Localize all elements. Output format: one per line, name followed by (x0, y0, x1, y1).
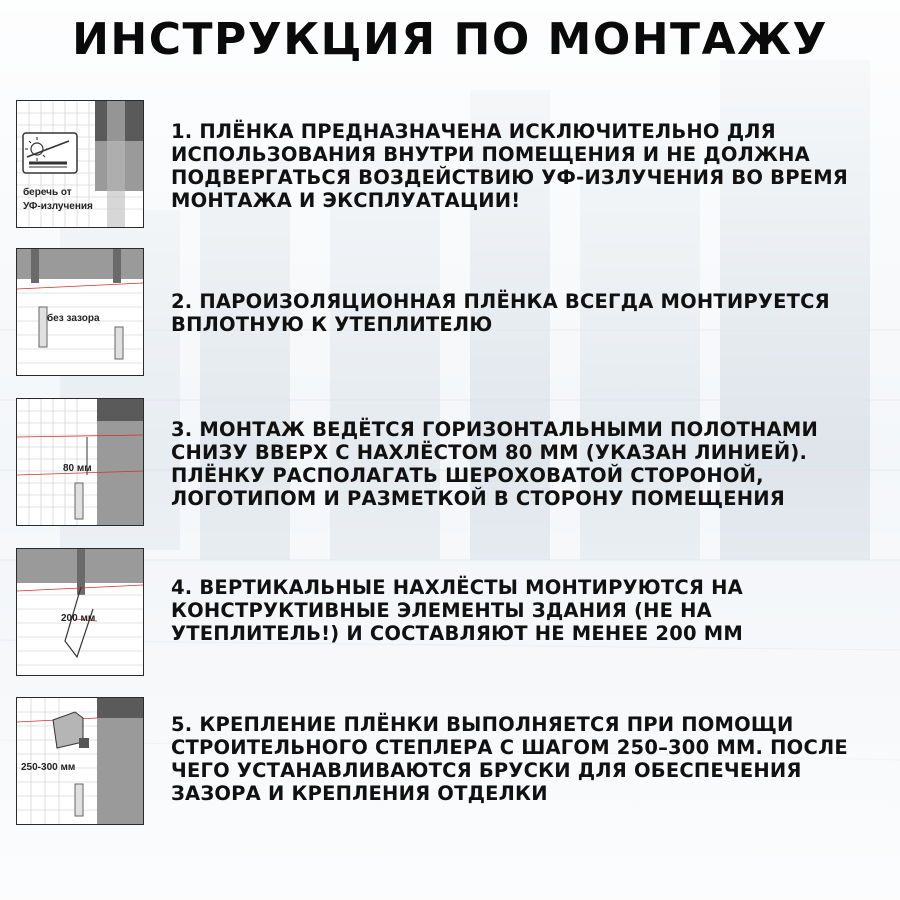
uv-protection-icon (16, 100, 144, 228)
step-text: 5. КРЕПЛЕНИЕ ПЛЁНКИ ВЫПОЛНЯЕТСЯ ПРИ ПОМОЩИ СТРОИТЕЛЬНОГО СТЕПЛЕРА С ШАГОМ 250–300 ММ. ПОСЛЕ ЧЕГО УСТАНАВЛИВАЮТСЯ БРУСКИ ДЛЯ ОБЕСПЕЧЕНИЯ ЗАЗОРА И КРЕПЛЕНИЯ ОТДЕЛКИ (171, 713, 848, 805)
thumb-label: 250-300 мм (21, 762, 76, 773)
stapler-diagram-icon (16, 697, 144, 825)
thumb-label: 200 мм (61, 613, 96, 624)
thumb-label: УФ-излучения (23, 201, 93, 212)
thumb-label: без зазора (47, 313, 100, 324)
step-text: 3. МОНТАЖ ВЕДЁТСЯ ГОРИЗОНТАЛЬНЫМИ ПОЛОТНАМИ СНИЗУ ВВЕРХ С НАХЛЁСТОМ 80 ММ (УКАЗАН ЛИНИЕЙ). ПЛЁНКУ РАСПОЛАГАТЬ ШЕРОХОВАТОЙ СТОРОНОЙ, ЛОГОТИПОМ И РАЗМЕТКОЙ В СТОРОНУ ПОМЕЩЕНИЯ (171, 418, 818, 510)
overlap-200mm-diagram-icon (16, 548, 144, 676)
thumb-label: беречь от (23, 187, 72, 198)
step-5 (16, 697, 886, 825)
step-text: 4. ВЕРТИКАЛЬНЫЕ НАХЛЁСТЫ МОНТИРУЮТСЯ НА КОНСТРУКТИВНЫЕ ЭЛЕМЕНТЫ ЗДАНИЯ (НЕ НА УТЕПЛИТЕЛЬ!) И СОСТАВЛЯЮТ НЕ МЕНЕЕ 200 ММ (171, 576, 743, 645)
thumb-label: 80 мм (63, 463, 92, 474)
step-3 (16, 398, 886, 526)
step-4 (16, 548, 886, 676)
step-2 (16, 248, 886, 376)
page-title: ИНСТРУКЦИЯ ПО МОНТАЖУ (72, 14, 828, 65)
no-gap-diagram-icon (16, 248, 144, 376)
step-text: 1. ПЛЁНКА ПРЕДНАЗНАЧЕНА ИСКЛЮЧИТЕЛЬНО ДЛЯ ИСПОЛЬЗОВАНИЯ ВНУТРИ ПОМЕЩЕНИЯ И НЕ ДОЛЖНА ПОДВЕРГАТЬСЯ ВОЗДЕЙСТВИЮ УФ-ИЗЛУЧЕНИЯ ВО ВРЕМЯ МОНТАЖА И ЭКСПЛУАТАЦИИ! (171, 120, 849, 212)
step-1 (16, 100, 886, 228)
overlap-80mm-diagram-icon (16, 398, 144, 526)
step-text: 2. ПАРОИЗОЛЯЦИОННАЯ ПЛЁНКА ВСЕГДА МОНТИРУЕТСЯ ВПЛОТНУЮ К УТЕПЛИТЕЛЮ (171, 290, 830, 336)
